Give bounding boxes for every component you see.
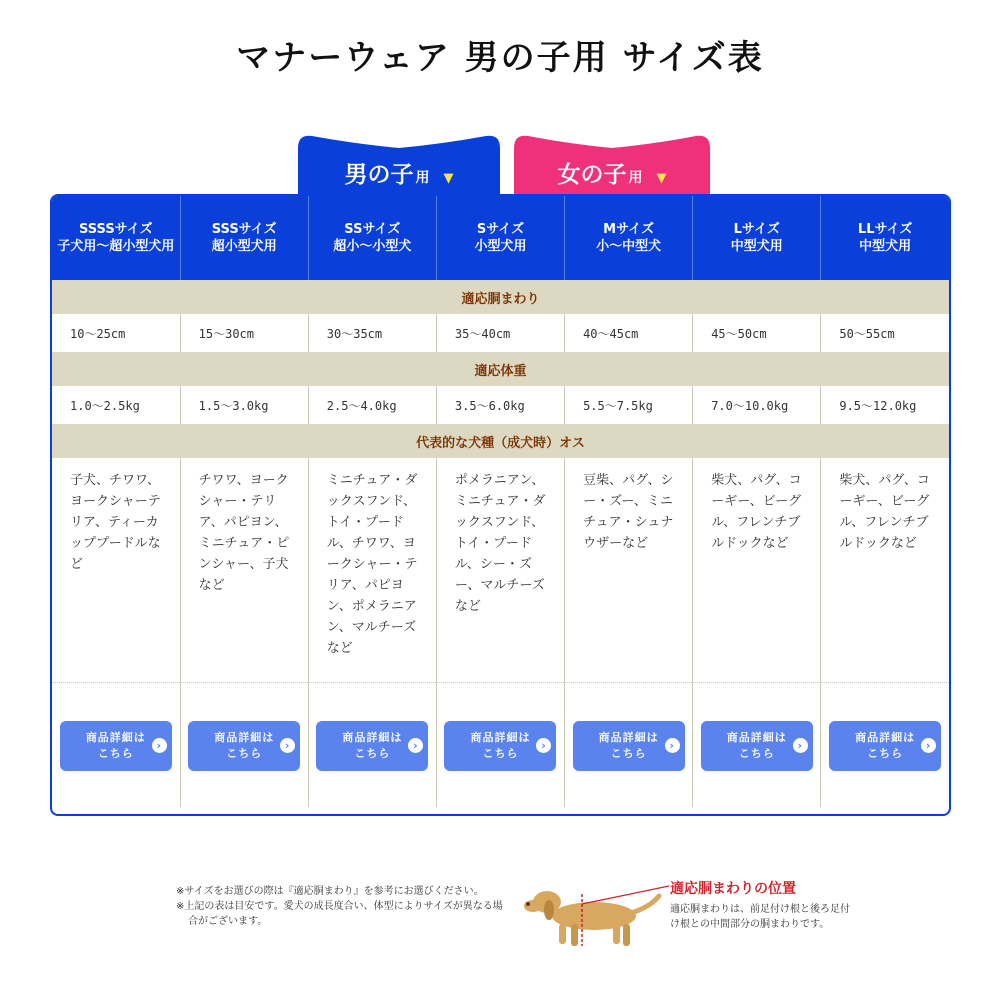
weight-cell: 7.0～10.0kg: [693, 386, 821, 424]
arrow-right-circle-icon: ›: [280, 738, 295, 753]
section-waist: 適応胴まわり: [52, 280, 949, 314]
weight-cell: 2.5～4.0kg: [308, 386, 436, 424]
note-line: ※上記の表は目安です。愛犬の成長度合い、体型によりサイズが異なる場合がございます。: [176, 901, 503, 927]
weight-row: [52, 386, 949, 424]
section-weight: 適応体重: [52, 352, 949, 386]
arrow-right-circle-icon: ›: [665, 738, 680, 753]
waist-cell: 30～35cm: [308, 314, 436, 352]
weight-cell: 1.0～2.5kg: [52, 386, 180, 424]
tab-boy-sub: 用: [415, 169, 430, 186]
tab-boy[interactable]: [296, 132, 502, 196]
arrow-right-circle-icon: ›: [793, 738, 808, 753]
weight-cell: 9.5～12.0kg: [839, 398, 917, 413]
waist-cell: 45～50cm: [693, 314, 821, 352]
tab-girl-label: 女の子: [557, 160, 627, 188]
tab-boy-arrow-icon: ▼: [443, 170, 454, 186]
waist-cell: 10～25cm: [52, 314, 180, 352]
section-breeds: 代表的な犬種（成犬時）オス: [52, 424, 949, 458]
product-detail-button[interactable]: 商品詳細は こちら ›: [60, 721, 172, 771]
size-header: LLサイズ 中型犬用: [821, 196, 949, 280]
arrow-right-circle-icon: ›: [536, 738, 551, 753]
note-line: ※サイズをお選びの際は『適応胴まわり』を参考にお選びください。: [176, 886, 484, 897]
product-detail-button[interactable]: 商品詳細は こちら ›: [444, 721, 556, 771]
tab-girl-arrow-icon: ▼: [656, 170, 667, 186]
tab-girl-sub: 用: [628, 169, 643, 186]
tab-girl[interactable]: [512, 132, 712, 196]
waist-cell: 35～40cm: [436, 314, 564, 352]
size-header: SSSSサイズ 子犬用～超小型犬用: [52, 196, 180, 280]
weight-cell: 3.5～6.0kg: [436, 386, 564, 424]
waist-position-title: 適応胴まわりの位置: [670, 881, 796, 897]
product-detail-button[interactable]: 商品詳細は こちら ›: [316, 721, 428, 771]
size-header: Mサイズ 小～中型犬: [565, 196, 693, 280]
size-header: Lサイズ 中型犬用: [693, 196, 821, 280]
product-detail-button[interactable]: 商品詳細は こちら ›: [188, 721, 300, 771]
detail-button-row: [52, 682, 949, 807]
size-table: [50, 194, 951, 816]
breeds-cell: 柴犬、パグ、コーギー、ビーグル、フレンチブルドックなど: [693, 458, 821, 682]
size-header: Sサイズ 小型犬用: [436, 196, 564, 280]
waist-cell: 50～55cm: [839, 326, 895, 341]
waist-row: [52, 314, 949, 352]
breeds-cell: 豆柴、パグ、シー・ズー、ミニチュア・シュナウザーなど: [565, 458, 693, 682]
waist-cell: 40～45cm: [565, 314, 693, 352]
breeds-cell: 子犬、チワワ、ヨークシャーテリア、ティーカッププードルなど: [52, 458, 180, 682]
size-header-row: [52, 196, 949, 280]
product-detail-button[interactable]: 商品詳細は こちら ›: [573, 721, 685, 771]
arrow-right-circle-icon: ›: [152, 738, 167, 753]
waist-position-desc: 適応胴まわりは、前足付け根と後ろ足付け根との中間部分の胴まわりです。: [670, 904, 850, 930]
breeds-row: [52, 458, 949, 682]
product-detail-button[interactable]: 商品詳細は こちら ›: [701, 721, 813, 771]
breeds-cell: ポメラニアン、ミニチュア・ダックスフンド、トイ・プードル、シー・ズー、マルチーズなど: [436, 458, 564, 682]
waist-position-info: [670, 878, 850, 932]
weight-cell: 5.5～7.5kg: [565, 386, 693, 424]
product-detail-button[interactable]: 商品詳細は こちら ›: [829, 721, 941, 771]
size-notes: [176, 884, 506, 929]
dachshund-illustration-icon: [519, 880, 669, 950]
arrow-right-circle-icon: ›: [921, 738, 936, 753]
weight-cell: 1.5～3.0kg: [180, 386, 308, 424]
breeds-cell: 柴犬、パグ、コーギー、ビーグル、フレンチブルドックなど: [821, 458, 949, 682]
size-header: SSSサイズ 超小型犬用: [180, 196, 308, 280]
page-title: マナーウェア 男の子用 サイズ表: [236, 38, 764, 78]
waist-cell: 15～30cm: [180, 314, 308, 352]
tab-boy-label: 男の子: [344, 160, 414, 188]
size-header: SSサイズ 超小～小型犬: [308, 196, 436, 280]
arrow-right-circle-icon: ›: [408, 738, 423, 753]
breeds-cell: ミニチュア・ダックスフンド、トイ・プードル、チワワ、ヨークシャー・テリア、パピヨン、ポメラニアン、マルチーズなど: [308, 458, 436, 682]
breeds-cell: チワワ、ヨークシャー・テリア、パピヨン、ミニチュア・ピンシャー、子犬など: [180, 458, 308, 682]
